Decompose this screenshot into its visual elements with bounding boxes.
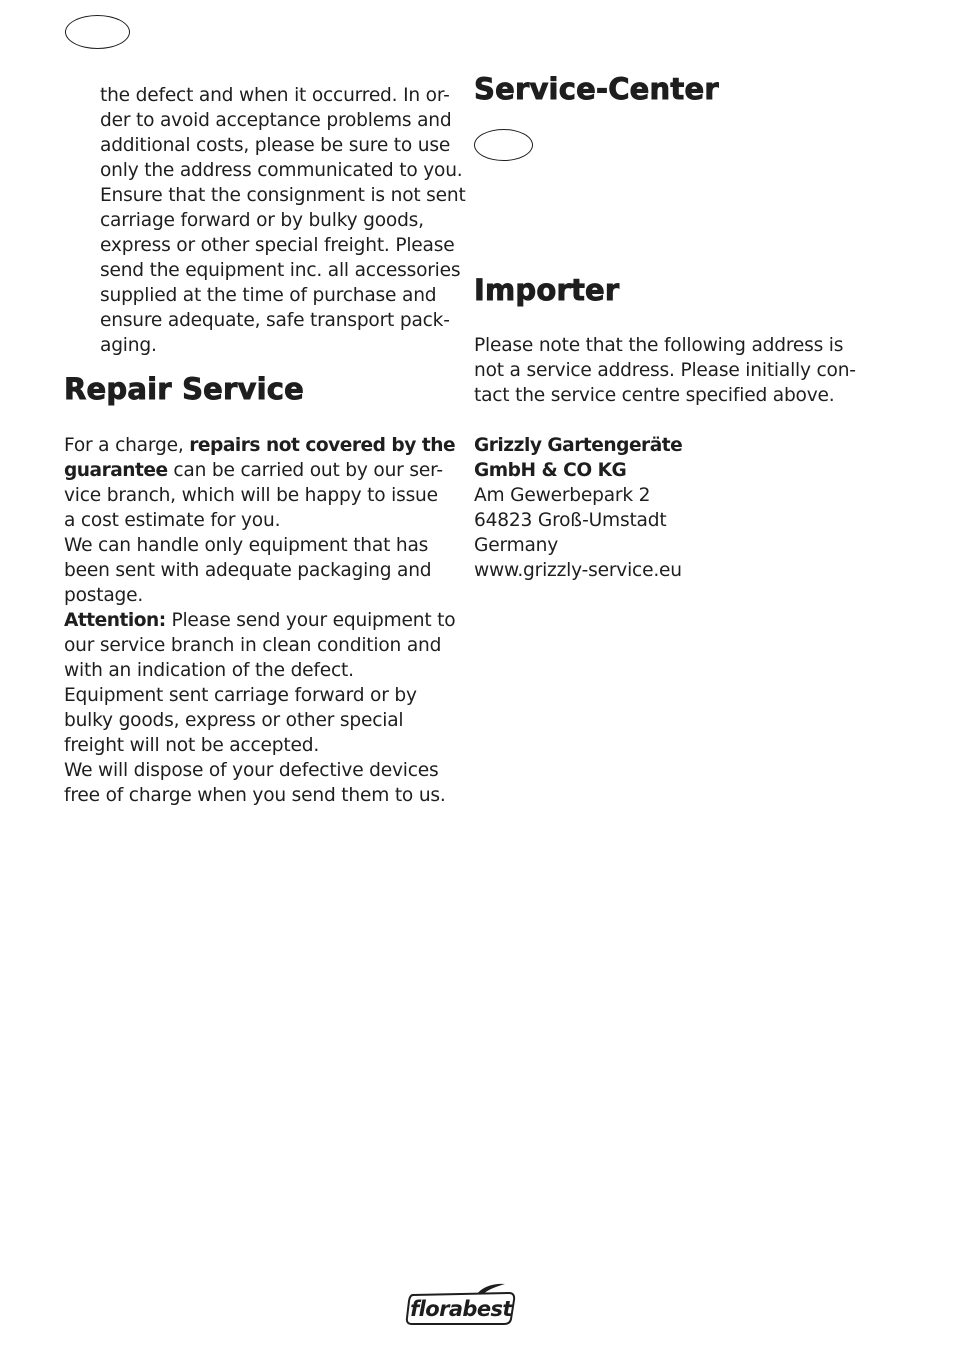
intro-line: send the equipment inc. all accessories: [100, 260, 461, 281]
intro-line: der to avoid acceptance problems and: [100, 110, 452, 131]
repair-line: our service branch in clean condition and: [64, 635, 442, 656]
street-address: Am Gewerbepark 2: [474, 485, 651, 506]
logo-text: florabest: [410, 1297, 512, 1321]
country: Germany: [474, 535, 559, 556]
company-name: [474, 433, 682, 458]
repair-text: For a charge,: [64, 435, 190, 456]
intro-line: express or other special freight. Please: [100, 235, 455, 256]
intro-line: ensure adequate, safe transport pack-: [100, 310, 450, 331]
repair-text: can be carried out by our ser-: [167, 460, 443, 481]
repair-bold-text: guarantee: [64, 460, 168, 481]
importer-heading: Importer: [474, 273, 620, 307]
repair-line: [64, 433, 455, 458]
repair-text: Please send your equipment to: [165, 610, 456, 631]
intro-line: supplied at the time of purchase and: [100, 285, 437, 306]
company-legal-form: [474, 458, 682, 483]
repair-line: freight will not be accepted.: [64, 735, 320, 756]
repair-line: vice branch, which will be happy to issue: [64, 485, 438, 506]
repair-line: with an indication of the defect.: [64, 660, 354, 681]
service-country-oval: [474, 129, 533, 161]
country-code-oval: [65, 15, 130, 49]
website-link[interactable]: www.grizzly-service.eu: [474, 560, 682, 581]
florabest-logo: [405, 1281, 517, 1329]
importer-note: [474, 333, 856, 408]
repair-line: been sent with adequate packaging and: [64, 560, 432, 581]
importer-note-line: tact the service centre specified above.: [474, 385, 835, 406]
intro-paragraph: [100, 83, 466, 358]
service-center-heading: Service-Center: [474, 72, 719, 106]
repair-bold-text: repairs not covered by the: [189, 435, 456, 456]
attention-label: Attention:: [64, 610, 166, 631]
repair-line: [64, 608, 455, 633]
repair-line: [64, 458, 455, 483]
intro-line: carriage forward or by bulky goods,: [100, 210, 424, 231]
repair-line: free of charge when you send them to us.: [64, 785, 446, 806]
intro-line: only the address communicated to you.: [100, 160, 463, 181]
repair-line: a cost estimate for you.: [64, 510, 281, 531]
repair-line: bulky goods, express or other special: [64, 710, 404, 731]
intro-line: Ensure that the consignment is not sent: [100, 185, 466, 206]
repair-line: We will dispose of your defective devices: [64, 760, 439, 781]
company-name-line2: GmbH & CO KG: [474, 460, 627, 481]
repair-line: We can handle only equipment that has: [64, 535, 429, 556]
importer-note-line: Please note that the following address is: [474, 335, 844, 356]
repair-service-heading: Repair Service: [64, 372, 305, 406]
intro-line: additional costs, please be sure to use: [100, 135, 451, 156]
importer-note-line: not a service address. Please initially con-: [474, 360, 856, 381]
intro-line: the defect and when it occurred. In or-: [100, 85, 450, 106]
importer-address: [474, 433, 682, 583]
postal-city: 64823 Groß-Umstadt: [474, 510, 667, 531]
repair-line: postage.: [64, 585, 144, 606]
repair-service-body: [64, 433, 455, 808]
repair-line: Equipment sent carriage forward or by: [64, 685, 417, 706]
company-name-line1: Grizzly Gartengeräte: [474, 435, 683, 456]
intro-line: aging.: [100, 335, 157, 356]
